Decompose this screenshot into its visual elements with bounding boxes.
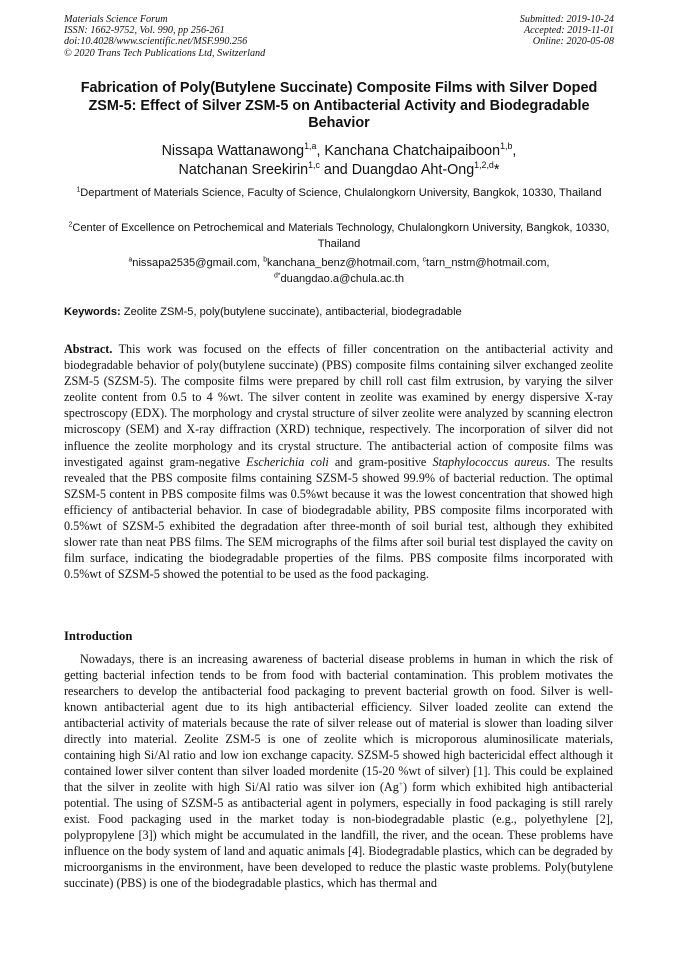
submitted-date: Submitted: 2019-10-24 xyxy=(519,14,614,25)
affiliation-2 xyxy=(64,220,614,253)
journal-name: Materials Science Forum xyxy=(64,14,168,25)
abstract-label: Abstract. xyxy=(64,342,113,356)
affiliation-text: Department of Materials Science, Faculty of Science, Chulalongkorn University, Bangkok, 10330, Thailand xyxy=(80,187,602,199)
journal-doi: doi:10.4028/www.scientific.net/MSF.990.256 xyxy=(64,36,248,48)
email-link[interactable]: tarn_nstm@hotmail.com, xyxy=(426,257,550,269)
keywords-label: Keywords: xyxy=(64,306,121,318)
ion-charge: + xyxy=(398,778,403,788)
accepted-date: Accepted: 2019-11-01 xyxy=(523,25,614,37)
keywords-text: Zeolite ZSM-5, poly(butylene succinate), antibacterial, biodegradable xyxy=(120,306,462,318)
author-separator: , xyxy=(512,143,517,159)
author-name: Duangdao Aht-Ong xyxy=(351,162,475,178)
author-separator: , xyxy=(316,143,325,159)
journal-info xyxy=(64,14,265,59)
author-affiliation-mark: 1,2,d xyxy=(474,160,494,171)
submission-dates xyxy=(520,14,614,48)
intro-text: Nowadays, there is an increasing awareness of bacterial disease problems in human in which the risk of getting bacterial infection tends to be from food with bacterial contamination. This problem motivates the researchers to develop the antibacterial food packaging to prevent bacterial growth on food. Silver is well-known antibacterial agent due to its high antibacterial efficiency. Silver loaded zeolite can extend the antibacterial activity of materials because the rate of silver release out of material is slower than loading silver directly into material. Zeolite ZSM-5 is one of zeolite which is microporous aluminosilicate materials, containing high Si/Al ratio and low ion exchange capacity. SZSM-5 showed high bactericidal effect although it contained lower silver content than silver loaded mordenite (15-20 %wt of silver) [1]. This could be explained that the silver in zeolite with high Si/Al ratio was silver ion (Ag xyxy=(64,652,613,794)
author-affiliation-mark: 1,c xyxy=(308,160,320,171)
author-affiliation-mark: 1,b xyxy=(500,141,513,152)
affiliation-1 xyxy=(64,185,614,201)
affiliation-number: 1 xyxy=(76,186,81,194)
abstract-text: and gram-positive xyxy=(328,454,433,469)
email-link[interactable]: nissapa2535@gmail.com, xyxy=(132,257,264,269)
abstract-text: . The results revealed that the PBS composite films containing SZSM-5 showed 99.9% of bacterial reduction. The optimal SZSM-5 content in PBS composite films was 0.5%wt because it was the lowest concentration that showed high efficiency of antibacterial behavior. In case of biodegradable ability, PBS composite films incorporated with 0.5%wt of SZSM-5 exhibited the degradation after three-month of soil burial test, although they exhibited slower rate than neat PBS films. The SEM micrographs of the films after soil burial test displayed the cavity on film surface, indicating the biodegradable properties of the films. PBS composite films incorporated with 0.5%wt of SZSM-5 showed the potential to be used as the food packaging. xyxy=(64,454,613,582)
email-link[interactable]: duangdao.a@chula.ac.th xyxy=(280,273,405,286)
corresponding-author-mark: * xyxy=(493,162,500,178)
email-mark: b xyxy=(263,256,268,264)
species-name: Staphylococcus aureus xyxy=(432,454,548,469)
author-list xyxy=(64,142,614,180)
species-name: Escherichia coli xyxy=(246,454,329,469)
affiliation-number: 2 xyxy=(68,221,73,229)
keywords xyxy=(64,305,624,320)
author-name: Kanchana Chatchaipaiboon xyxy=(324,143,501,159)
author-separator: and xyxy=(319,162,352,178)
author-name: Nissapa Wattanawong xyxy=(161,143,305,159)
abstract-text: This work was focused on the effects of filler concentration on the antibacterial activity and biodegradable behavior of poly(butylene succinate) (PBS) composite films containing silver exchanged zeolite ZSM-5 (SZSM-5). The composite films were prepared by chill roll cast film extrusion, by varying the silver zeolite content from 0.5 to 4 %wt. The silver content in zeolite was examined by energy dispersive X-ray spectroscopy (EDX). The morphology and crystal structure of silver zeolite were analyzed by scanning electron microscopy (SEM) and X-ray diffraction (XRD) technique, respectively. The incorporation of silver did not influence the zeolite morphology and its crystal structure. The antibacterial action of composite films was investigated against gram-negative xyxy=(64,342,613,469)
author-name: Natchanan Sreekirin xyxy=(178,162,309,178)
journal-copyright: © 2020 Trans Tech Publications Ltd, Switzerland xyxy=(64,47,266,59)
email-mark: d* xyxy=(273,272,281,280)
affiliation-text: Center of Excellence on Petrochemical and Materials Technology, Chulalongkorn University, Bangkok, 10330, Thailand xyxy=(72,222,610,251)
email-mark: a xyxy=(128,256,133,264)
intro-text: ) form which exhibited high antibacterial potential. The using of SZSM-5 as antibacterial agent in polymers, especially in food packaging is still rarely exist. Food packaging used in the market today is non-biodegradable plastic (e.g., polyethylene [2], polypropylene [3]) which might be accumulated in the landfill, the river, and the ocean. These problems have influence on the body system of land and aquatic animals [4]. Biodegradable plastics, which can be degraded by microorganisms in the environment, have been developed to reduce the plastic waste problems. Poly(butylene succinate) (PBS) is one of the biodegradable plastics, which has thermal and xyxy=(64,780,614,890)
journal-issn: ISSN: 1662-9752, Vol. 990, pp 256-261 xyxy=(64,25,225,37)
email-mark: c xyxy=(422,256,427,264)
paper-title: Fabrication of Poly(Butylene Succinate) Composite Films with Silver Doped ZSM-5: Effect of Silver ZSM-5 on Antibacterial Activity and Biodegradable Behavior xyxy=(80,80,598,132)
introduction-paragraph xyxy=(64,651,613,891)
author-emails xyxy=(64,255,614,288)
online-date: Online: 2020-05-08 xyxy=(532,36,614,48)
email-link[interactable]: kanchana_benz@hotmail.com, xyxy=(267,257,423,269)
author-affiliation-mark: 1,a xyxy=(304,141,317,152)
abstract xyxy=(64,341,613,582)
section-heading-introduction: Introduction xyxy=(64,629,133,643)
